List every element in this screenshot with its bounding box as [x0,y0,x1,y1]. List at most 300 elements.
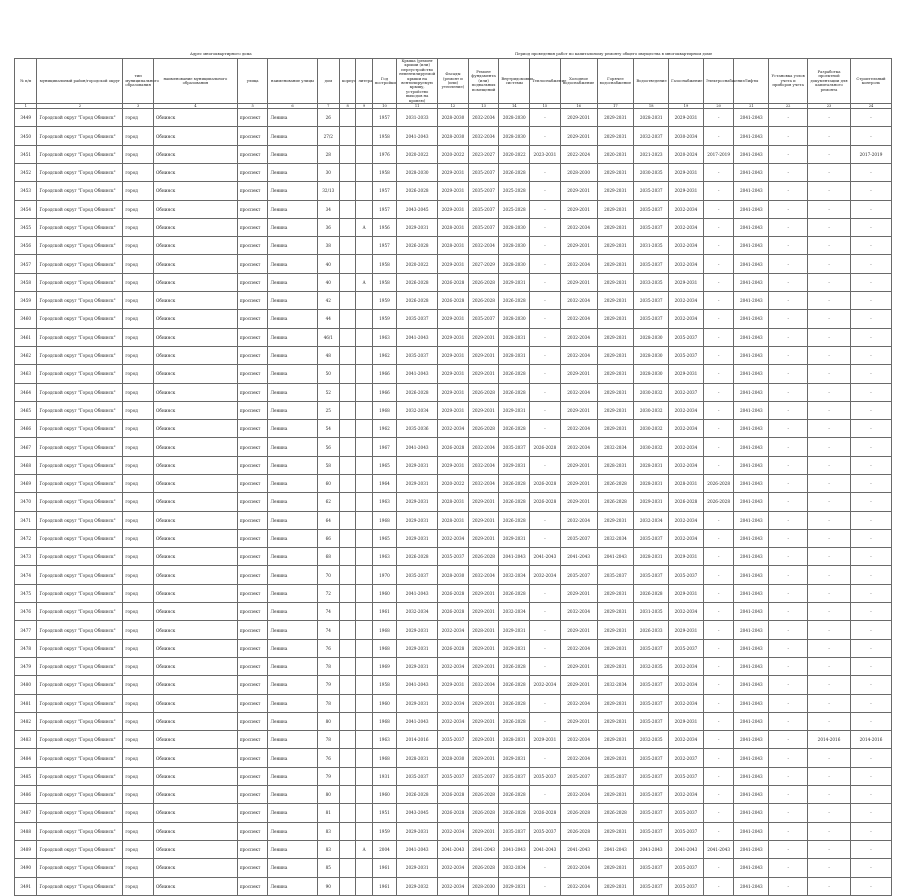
table-cell: 3489 [15,840,37,858]
table-cell: - [703,639,734,657]
table-cell: - [530,346,561,364]
table-cell: 2028-2031 [438,511,469,529]
table-cell: 3488 [15,822,37,840]
table-cell [340,822,356,840]
table-cell [340,548,356,566]
table-cell: 2028-2031 [634,548,669,566]
table-cell: 1965 [372,529,397,547]
table-cell: 2032-2034 [597,438,634,456]
table-cell: Обнинск [154,401,238,419]
table-cell: 2035-2036 [397,420,438,438]
table-row [15,639,892,657]
table-cell: 2041-2043 [734,438,769,456]
table-cell: проспект [237,822,268,840]
table-cell: 40 [317,273,339,291]
table-cell: Обнинск [154,804,238,822]
table-cell: 2029-2031 [597,127,634,145]
table-cell: 2026-2028 [397,273,438,291]
table-cell: - [850,310,891,328]
table-cell: - [769,493,808,511]
table-cell: 3471 [15,511,37,529]
table-cell: - [808,657,851,675]
table-row [15,548,892,566]
table-cell: - [808,346,851,364]
table-row [15,584,892,602]
table-cell: - [808,786,851,804]
table-cell: 3451 [15,145,37,163]
table-cell: город [123,786,154,804]
table-cell: 1969 [372,657,397,675]
table-cell: 2032-2034 [438,859,469,877]
table-cell: 2029-2031 [597,621,634,639]
table-cell: 44 [317,310,339,328]
table-cell: 36 [317,218,339,236]
table-cell: 2041-2043 [734,127,769,145]
table-cell: 2041-2043 [397,840,438,858]
table-cell: - [808,804,851,822]
table-cell: - [850,237,891,255]
table-cell: 2032-2034 [669,657,704,675]
table-cell: - [530,456,561,474]
table-cell: 2026-2028 [438,273,469,291]
table-cell: 2032-2034 [397,401,438,419]
table-cell: - [808,420,851,438]
table-cell: 2017-2019 [703,145,734,163]
table-cell: - [769,109,808,127]
table-cell [340,639,356,657]
table-cell: 2029-2031 [597,511,634,529]
table-cell: - [808,767,851,785]
header-street: наименование улицы [268,59,317,104]
table-cell: Городской округ "Город Обнинск" [37,200,123,218]
table-cell: Ленина [268,639,317,657]
table-cell: 2029-2031 [560,365,597,383]
table-cell: 2029-2031 [499,529,530,547]
table-cell: - [808,749,851,767]
table-cell: - [808,328,851,346]
header-control: Строительный контроль [850,59,891,104]
table-cell: 1966 [372,383,397,401]
table-cell: 2029-2031 [397,639,438,657]
table-cell: город [123,694,154,712]
table-cell: 2041-2043 [734,420,769,438]
table-cell: - [850,584,891,602]
table-cell: 2032-2035 [634,657,669,675]
table-cell: проспект [237,639,268,657]
table-cell: Обнинск [154,255,238,273]
table-cell: 2032-2034 [438,712,469,730]
table-cell [340,529,356,547]
column-number: 20 [703,104,734,109]
table-cell: Ленина [268,767,317,785]
table-cell: - [850,328,891,346]
table-cell: Городской округ "Город Обнинск" [37,657,123,675]
table-cell: 2041-2043 [397,676,438,694]
table-cell: город [123,731,154,749]
table-cell [356,749,372,767]
table-cell: 2041-2043 [397,365,438,383]
table-row [15,840,892,858]
table-cell: 2041-2043 [560,548,597,566]
table-cell [356,639,372,657]
table-cell: 2029-2031 [597,584,634,602]
table-cell: 1968 [372,401,397,419]
header-house: дом [317,59,339,104]
table-cell: - [808,712,851,730]
table-cell: 2032-2034 [560,346,597,364]
table-cell: 1958 [372,676,397,694]
table-cell: Городской округ "Город Обнинск" [37,749,123,767]
table-cell: 2032-2034 [669,529,704,547]
table-cell: город [123,676,154,694]
table-cell: - [703,676,734,694]
table-cell: 2031-2035 [634,237,669,255]
table-cell: проспект [237,840,268,858]
table-cell: проспект [237,749,268,767]
table-cell: 1957 [372,237,397,255]
table-cell: 42 [317,292,339,310]
table-cell: 2029-2031 [597,657,634,675]
table-cell: 2026-2028 [499,712,530,730]
table-cell: 2028-2030 [560,163,597,181]
table-cell: - [530,639,561,657]
table-cell: 38 [317,237,339,255]
table-cell: 2032-2034 [438,657,469,675]
table-cell: 2028-2030 [634,365,669,383]
table-cell: 2032-2034 [560,603,597,621]
table-cell: - [850,493,891,511]
table-cell: Обнинск [154,694,238,712]
table-cell: - [530,218,561,236]
table-cell: Ленина [268,438,317,456]
table-cell: проспект [237,145,268,163]
table-cell: 1957 [372,200,397,218]
column-number: 15 [530,104,561,109]
table-cell [340,566,356,584]
table-cell: 3487 [15,804,37,822]
table-row [15,145,892,163]
table-cell [340,273,356,291]
table-cell: 2041-2043 [703,840,734,858]
table-cell: Обнинск [154,639,238,657]
table-cell: 1961 [372,859,397,877]
table-cell: - [769,603,808,621]
table-cell: А [356,840,372,858]
table-cell: - [530,273,561,291]
table-cell: 2032-2034 [669,786,704,804]
table-cell: 2028-2030 [438,749,469,767]
table-cell: Ленина [268,310,317,328]
table-cell: 2029-2031 [438,383,469,401]
table-row [15,877,892,895]
table-cell: проспект [237,255,268,273]
column-number: 2 [37,104,123,109]
table-cell: 2026-2028 [499,493,530,511]
table-cell: 2032-2034 [438,420,469,438]
table-cell: - [769,163,808,181]
table-cell: - [530,859,561,877]
table-cell: 2029-2031 [468,639,499,657]
column-number: 6 [268,104,317,109]
table-cell: - [850,383,891,401]
table-cell: - [769,273,808,291]
table-cell: - [769,237,808,255]
table-cell: 2026-2028 [499,511,530,529]
table-cell: Ленина [268,200,317,218]
table-cell: проспект [237,548,268,566]
table-cell: 2041-2043 [734,255,769,273]
table-cell: 2028-2030 [499,237,530,255]
table-cell: 2029-2031 [499,456,530,474]
table-cell: 1960 [372,694,397,712]
table-cell: 2041-2043 [734,475,769,493]
table-cell [356,163,372,181]
table-cell: Обнинск [154,786,238,804]
table-cell: 3463 [15,365,37,383]
table-cell: 2029-2031 [560,493,597,511]
table-cell: 2032-2034 [499,603,530,621]
table-cell: 2029-2031 [468,603,499,621]
table-cell: Ленина [268,804,317,822]
table-cell: Городской округ "Город Обнинск" [37,255,123,273]
table-cell: - [808,273,851,291]
table-cell: - [769,383,808,401]
table-cell: Городской округ "Город Обнинск" [37,804,123,822]
table-cell: - [703,767,734,785]
table-row [15,529,892,547]
table-row [15,657,892,675]
table-cell: 2032-2034 [669,200,704,218]
table-cell: 2029-2031 [560,712,597,730]
column-number: 3 [123,104,154,109]
table-row [15,731,892,749]
table-cell: - [530,694,561,712]
table-cell: 2032-2034 [468,475,499,493]
table-cell: 3479 [15,657,37,675]
capital-repair-table [14,58,892,896]
table-cell: 2026-2028 [499,365,530,383]
table-cell: 2035-2037 [468,218,499,236]
table-cell [340,804,356,822]
table-cell [356,383,372,401]
table-cell: 2035-2037 [669,566,704,584]
table-cell: 28 [317,145,339,163]
header-roof: Крыша (ремонт крыши (или) переустройство невентилируемой крыши на вентилируемую крышу, устройство выходов на кровлю) [397,59,438,104]
table-cell: - [769,182,808,200]
table-cell: 2032-2034 [530,566,561,584]
table-cell: город [123,859,154,877]
table-cell: 2021-2023 [634,145,669,163]
table-cell: Городской округ "Город Обнинск" [37,694,123,712]
table-cell: - [703,749,734,767]
table-cell: - [703,566,734,584]
table-cell: 2029-2031 [560,584,597,602]
table-cell: Городской округ "Город Обнинск" [37,511,123,529]
table-cell: 1964 [372,475,397,493]
table-cell: 2014-2016 [850,731,891,749]
column-number: 9 [356,104,372,109]
table-cell: Обнинск [154,767,238,785]
table-cell: город [123,127,154,145]
table-cell: Ленина [268,657,317,675]
table-cell: 2041-2043 [499,840,530,858]
table-cell: - [530,310,561,328]
table-row [15,218,892,236]
table-cell [356,401,372,419]
table-cell: Обнинск [154,657,238,675]
table-cell: - [850,109,891,127]
table-cell [340,109,356,127]
table-cell: - [703,584,734,602]
table-cell: - [703,273,734,291]
table-cell [356,310,372,328]
table-cell: Ленина [268,145,317,163]
table-cell: 2041-2043 [734,273,769,291]
table-cell [340,310,356,328]
table-cell: 1957 [372,109,397,127]
table-cell: - [769,511,808,529]
table-cell: 2032-2034 [560,877,597,895]
table-cell [340,163,356,181]
column-number: 8 [340,104,356,109]
table-cell: 2029-2031 [597,292,634,310]
table-cell: Городской округ "Город Обнинск" [37,292,123,310]
table-cell: - [808,493,851,511]
table-cell: проспект [237,346,268,364]
table-cell: 2030-2032 [634,383,669,401]
table-cell [356,365,372,383]
table-cell: - [703,383,734,401]
table-cell: - [530,255,561,273]
table-cell: 1962 [372,346,397,364]
table-cell: - [850,694,891,712]
table-cell: - [808,127,851,145]
table-cell: Ленина [268,712,317,730]
table-cell: 2032-2034 [438,529,469,547]
table-cell: 74 [317,621,339,639]
table-cell: - [808,840,851,858]
table-cell: Городской округ "Город Обнинск" [37,731,123,749]
table-cell: 1967 [372,438,397,456]
table-cell: 1960 [372,584,397,602]
table-cell: 2026-2028 [468,548,499,566]
table-cell: Городской округ "Город Обнинск" [37,346,123,364]
table-cell: 2029-2031 [597,694,634,712]
table-cell: 2032-2034 [669,218,704,236]
table-cell: 2028-2031 [397,749,438,767]
table-cell: Ленина [268,218,317,236]
table-cell: - [808,529,851,547]
table-cell: 3491 [15,877,37,895]
table-cell: 2026-2028 [597,493,634,511]
table-cell: 2026-2028 [438,603,469,621]
column-number: 17 [597,104,634,109]
table-cell: - [850,200,891,218]
table-cell: Ленина [268,420,317,438]
table-row [15,676,892,694]
table-cell: 2030-2032 [634,420,669,438]
table-cell: - [769,804,808,822]
table-cell: Городской округ "Город Обнинск" [37,237,123,255]
table-cell: 2033-2035 [634,273,669,291]
table-cell: 50 [317,365,339,383]
table-cell: 2029-2031 [468,584,499,602]
table-cell: 1959 [372,310,397,328]
table-cell [356,529,372,547]
table-cell: город [123,493,154,511]
table-cell [356,200,372,218]
table-row [15,346,892,364]
table-cell: 2028-2031 [634,456,669,474]
table-cell: 2026-2028 [397,237,438,255]
table-cell: 2041-2043 [530,548,561,566]
table-cell: 2032-2034 [669,420,704,438]
table-cell: Ленина [268,694,317,712]
column-number: 22 [769,104,808,109]
table-cell: - [808,621,851,639]
table-cell: 2041-2043 [734,511,769,529]
table-cell: - [808,877,851,895]
table-row [15,328,892,346]
table-cell: 2032-2034 [669,511,704,529]
table-cell: 2035-2037 [669,639,704,657]
table-row [15,749,892,767]
table-cell: проспект [237,859,268,877]
table-cell: - [769,218,808,236]
table-cell [356,475,372,493]
table-cell: Обнинск [154,840,238,858]
table-cell: 2032-2034 [560,859,597,877]
table-cell: 2029-2031 [597,786,634,804]
table-cell: 79 [317,676,339,694]
table-row [15,383,892,401]
table-cell: 2020-2022 [499,145,530,163]
table-cell [340,365,356,383]
table-cell: 2041-2043 [734,694,769,712]
table-cell: 90 [317,877,339,895]
table-cell: - [769,310,808,328]
table-cell: Ленина [268,603,317,621]
table-cell: город [123,292,154,310]
table-cell [340,749,356,767]
table-cell [356,346,372,364]
table-cell: 2028-2030 [468,877,499,895]
table-cell: 2029-2031 [468,749,499,767]
table-cell: 48 [317,346,339,364]
table-cell: 2035-2037 [634,566,669,584]
table-cell: 2028-2031 [634,109,669,127]
table-cell: 2029-2031 [397,218,438,236]
table-cell: - [769,786,808,804]
table-cell [340,584,356,602]
table-cell: - [850,511,891,529]
table-cell: 2032-2034 [468,237,499,255]
table-cell: 3477 [15,621,37,639]
table-cell: Городской округ "Город Обнинск" [37,273,123,291]
table-cell: 1957 [372,182,397,200]
table-cell: - [703,346,734,364]
table-cell: 2032-2034 [438,822,469,840]
table-cell: 2041-2043 [560,840,597,858]
table-cell: Обнинск [154,328,238,346]
table-cell: город [123,420,154,438]
table-cell: 2026-2028 [499,694,530,712]
table-cell: 2035-2037 [499,767,530,785]
table-cell: 2029-2031 [597,731,634,749]
column-number: 16 [560,104,597,109]
table-cell: - [703,163,734,181]
table-cell: 2041-2043 [734,731,769,749]
